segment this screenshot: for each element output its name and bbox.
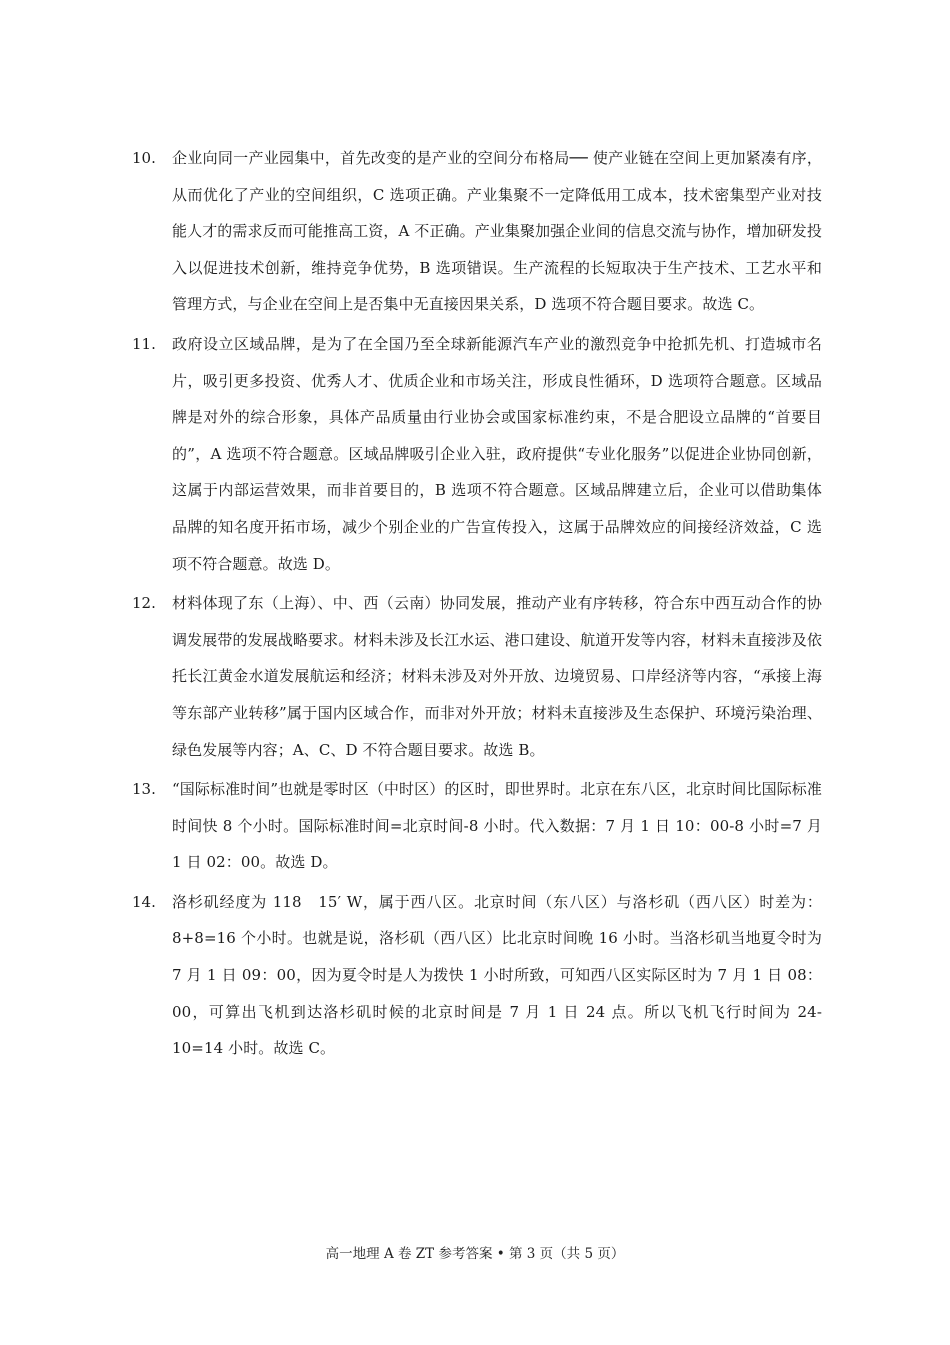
answer-item-13	[132, 771, 822, 881]
answer-text: 企业向同一产业园集中，首先改变的是产业的空间分布格局── 使产业链在空间上更加紧凑有序，从而优化了产业的空间组织，C 选项正确。产业集聚不一定降低用工成本，技术密集型产业对技能人才的需求反而可能推高工资，A 不正确。产业集聚加强企业间的信息交流与协作，增加研发投入以促进技术创新，维持竞争优势，B 选项错误。生产流程的长短取决于生产技术、工艺水平和管理方式，与企业在空间上是否集中无直接因果关系，D 选项不符合题目要求。故选 C。	[172, 149, 823, 314]
answer-list	[132, 140, 822, 1070]
answer-number: 10.	[132, 149, 156, 167]
answer-number: 12.	[132, 594, 156, 613]
answer-item-10	[132, 140, 822, 323]
answer-text: 材料体现了东（上海）、中、西（云南）协同发展，推动产业有序转移，符合东中西互动合作的协调发展带的发展战略要求。材料未涉及长江水运、港口建设、航道开发等内容，材料未直接涉及依托长江黄金水道发展航运和经济；材料未涉及对外开放、边境贸易、口岸经济等内容，“承接上海等东部产业转移”属于国内区域合作，而非对外开放；材料未直接涉及生态保护、环境污染治理、绿色发展等内容；A、C、D 不符合题目要求。故选 B。	[172, 594, 822, 759]
answer-item-12	[132, 585, 822, 768]
answer-text: “国际标准时间”也就是零时区（中时区）的区时，即世界时。北京在东八区，北京时间比国际标准时间快 8 个小时。国际标准时间=北京时间-8 小时。代入数据：7 月 1 日 10：00-8 小时=7 月 1 日 02：00。故选 D。	[172, 780, 822, 872]
answer-number: 11.	[132, 334, 156, 353]
answer-item-14	[132, 884, 822, 1067]
answer-text: 洛杉矶经度为 118 15′ W，属于西八区。北京时间（东八区）与洛杉矶（西八区）时差为：8+8=16 个小时。也就是说，洛杉矶（西八区）比北京时间晚 16 小时。当洛杉矶当地夏令时为 7 月 1 日 09：00，因为夏令时是人为拨快 1 小时所致，可知西八区实际区时为 7 月 1 日 08：00，可算出飞机到达洛杉矶时候的北京时间是 7 月 1 日 24 点。所以飞机飞行时间为 24-10=14 小时。故选 C。	[172, 892, 822, 1058]
answer-text: 政府设立区域品牌，是为了在全国乃至全球新能源汽车产业的激烈竞争中抢抓先机、打造城市名片，吸引更多投资、优秀人才、优质企业和市场关注，形成良性循环，D 选项符合题意。区域品牌是对外的综合形象，具体产品质量由行业协会或国家标准约束，不是合肥设立品牌的“首要目的”，A 选项不符合题意。区域品牌吸引企业入驻，政府提供“专业化服务”以促进企业协同创新，这属于内部运营效果，而非首要目的，B 选项不符合题意。区域品牌建立后，企业可以借助集体品牌的知名度开拓市场，减少个别企业的广告宣传投入，这属于品牌效应的间接经济效益，C 选项不符合题意。故选 D。	[172, 334, 822, 573]
answer-item-11	[132, 326, 822, 582]
answer-number: 13.	[132, 780, 156, 799]
page-footer: 高一地理 A 卷 ZT 参考答案 • 第 3 页（共 5 页）	[325, 1246, 625, 1262]
answer-number: 14.	[132, 892, 156, 911]
